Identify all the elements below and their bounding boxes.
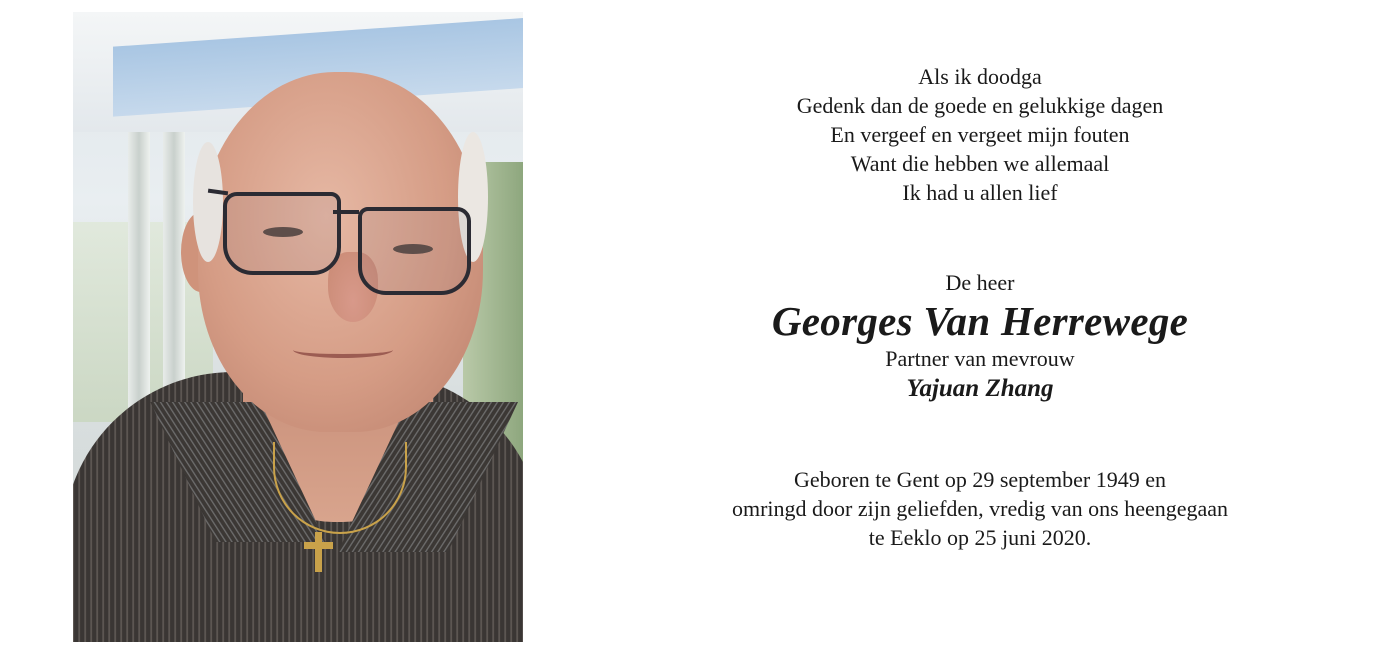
poem-line: En vergeef en vergeet mijn fouten — [830, 122, 1130, 147]
bio-line: Geboren te Gent op 29 september 1949 en — [793, 467, 1167, 492]
mouth — [293, 342, 393, 358]
glasses-lens-left — [223, 192, 341, 275]
glasses-lens-right — [358, 207, 471, 295]
poem — [640, 62, 1320, 207]
memorial-text — [640, 62, 1320, 552]
poem-line: Ik had u allen lief — [902, 180, 1058, 205]
partner-label: Partner van mevrouw — [885, 346, 1075, 371]
poem-line: Want die hebben we allemaal — [850, 151, 1110, 176]
cross-pendant — [315, 532, 322, 572]
cross-pendant-bar — [304, 542, 333, 549]
poem-line: Als ik doodga — [918, 64, 1042, 89]
glasses-bridge — [333, 210, 359, 214]
title-prefix: De heer — [945, 270, 1015, 295]
biography — [640, 465, 1320, 552]
hair-left — [193, 142, 223, 262]
poem-line: Gedenk dan de goede en gelukkige dagen — [796, 93, 1164, 118]
bio-line: te Eeklo op 25 juni 2020. — [868, 525, 1092, 550]
portrait-photo — [73, 12, 523, 642]
deceased-name: Georges Van Herrewege — [771, 298, 1189, 344]
bio-line: omringd door zijn geliefden, vredig van ons heengegaan — [731, 496, 1229, 521]
partner-name: Yajuan Zhang — [906, 375, 1054, 402]
